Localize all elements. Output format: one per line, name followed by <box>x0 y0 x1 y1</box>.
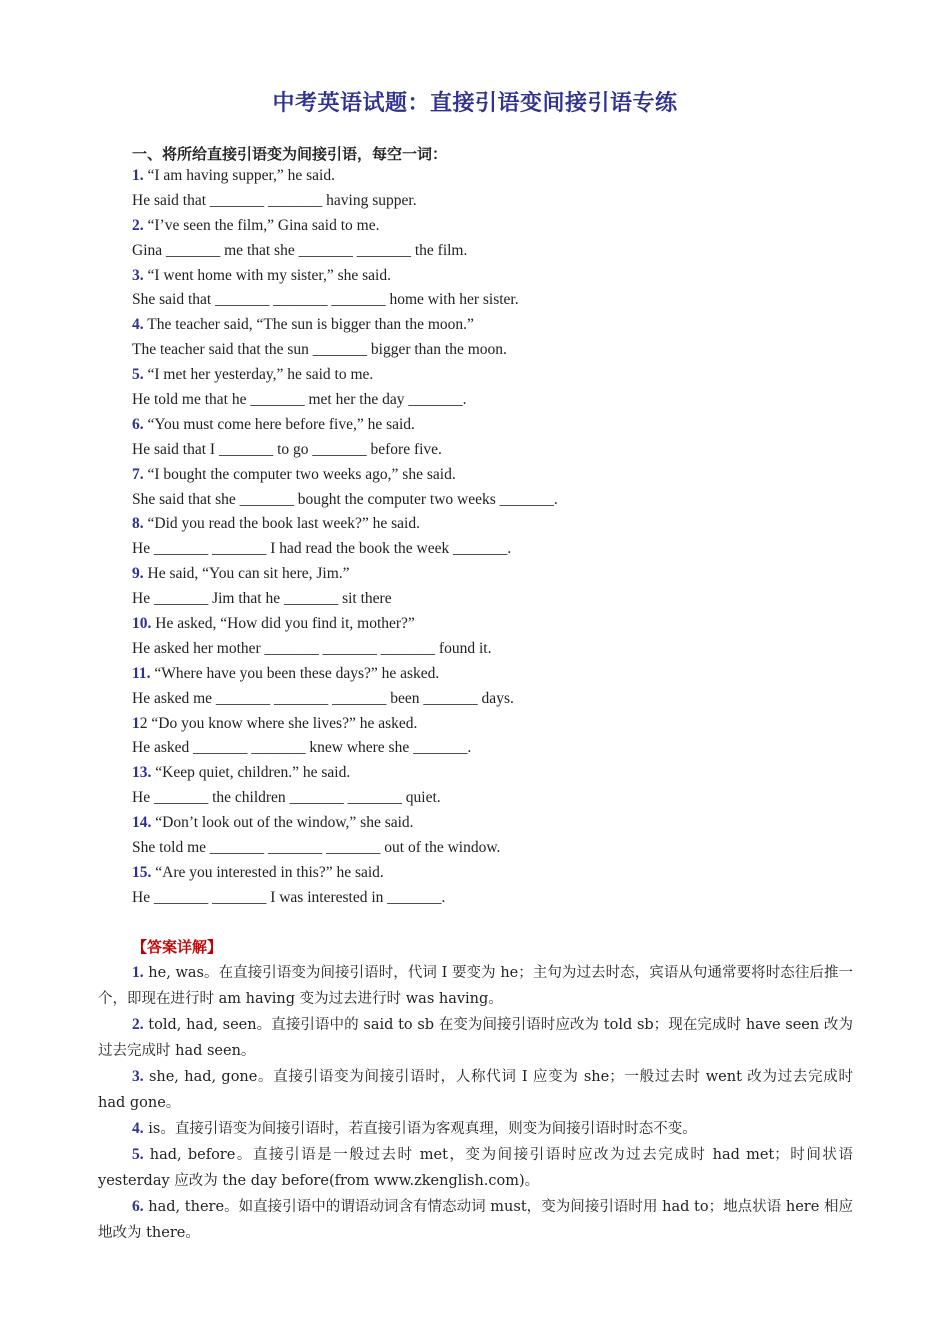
question-number: 8. <box>132 515 144 533</box>
question-text: “I am having supper,” he said. <box>143 167 335 184</box>
question-prompt <box>132 463 852 488</box>
question-prompt <box>132 512 852 537</box>
question-list <box>132 164 852 911</box>
answer-text: had, before。直接引语是一般过去时 met，变为间接引语时应改为过去完成时 had met；时间状语 yesterday 应改为 the day before(from www.zkenglish.com)。 <box>98 1147 853 1189</box>
question-fill-in: He _______ the children _______ _______ quiet. <box>132 789 441 807</box>
question-text: He said, “You can sit here, Jim.” <box>143 565 350 583</box>
answer-number: 2. <box>132 1016 144 1033</box>
question-text: “I met her yesterday,” he said to me. <box>143 366 374 384</box>
answer-item <box>98 1012 853 1064</box>
question-number: 11. <box>132 664 151 682</box>
answer-item <box>98 1064 853 1116</box>
question-fill-in: Gina _______ me that she _______ _______ the film. <box>132 241 468 259</box>
question-text: 2 “Do you know where she lives?” he asked. <box>139 714 418 732</box>
question-number: 10. <box>132 615 152 633</box>
question-fill-in: The teacher said that the sun _______ bigger than the moon. <box>132 341 507 359</box>
question-fill-in: He said that I _______ to go _______ before five. <box>132 440 442 458</box>
answer-text: told, had, seen。直接引语中的 said to sb 在变为间接引语时应改为 told sb；现在完成时 have seen 改为过去完成时 had seen。 <box>98 1017 853 1059</box>
question-prompt <box>132 264 852 289</box>
question-text: “I went home with my sister,” she said. <box>143 266 391 284</box>
question-number: 6. <box>132 415 144 433</box>
question-text: “Are you interested in this?” he said. <box>151 863 384 881</box>
question-text: “You must come here before five,” he said. <box>143 415 415 433</box>
question-number: 1. <box>132 167 144 184</box>
question-prompt <box>132 214 852 239</box>
answer-list <box>98 960 853 1246</box>
question-fill-in: He _______ _______ I had read the book the week _______. <box>132 540 512 558</box>
question-prompt <box>132 811 852 836</box>
question-number: 3. <box>132 266 144 284</box>
question-prompt <box>132 164 852 189</box>
answer-number: 1. <box>132 964 144 981</box>
question-fill-in: She told me _______ _______ _______ out of the window. <box>132 839 501 857</box>
question-text: He asked, “How did you find it, mother?” <box>151 615 415 633</box>
question-fill-in: He asked her mother _______ _______ _______ found it. <box>132 639 492 657</box>
question-fill-in: He said that _______ _______ having supper. <box>132 191 417 209</box>
answer-number: 6. <box>132 1198 144 1215</box>
question-prompt <box>132 562 852 587</box>
question-number: 4. <box>132 316 144 334</box>
answer-item <box>98 1194 853 1246</box>
question-text: “Where have you been these days?” he asked. <box>150 664 440 682</box>
question-fill-in: He _______ _______ I was interested in _______. <box>132 888 446 906</box>
question-text: “I’ve seen the film,” Gina said to me. <box>143 216 380 234</box>
question-number: 14. <box>132 814 152 832</box>
question-number: 13. <box>132 764 152 782</box>
answer-item <box>98 960 853 1012</box>
answer-item <box>98 1116 853 1142</box>
question-fill-in: He asked _______ _______ knew where she _______. <box>132 739 472 757</box>
question-prompt <box>132 313 852 338</box>
question-fill-in: He told me that he _______ met her the day _______. <box>132 391 467 409</box>
question-text: “I bought the computer two weeks ago,” she said. <box>143 465 456 483</box>
question-prompt <box>132 761 852 786</box>
answer-number: 5. <box>132 1146 144 1163</box>
question-fill-in: She said that she _______ bought the computer two weeks _______. <box>132 490 558 508</box>
question-prompt <box>132 712 852 737</box>
answer-text: she, had, gone。直接引语变为间接引语时，人称代词 I 应变为 she；一般过去时 went 改为过去完成时 had gone。 <box>98 1069 853 1111</box>
question-text: The teacher said, “The sun is bigger than the moon.” <box>143 316 474 334</box>
question-number: 5. <box>132 366 144 384</box>
answer-text: is。直接引语变为间接引语时，若直接引语为客观真理，则变为间接引语时时态不变。 <box>143 1121 697 1137</box>
answers-heading: 【答案详解】 <box>132 938 223 956</box>
question-number: 15. <box>132 863 152 881</box>
question-text: “Keep quiet, children.” he said. <box>151 764 351 782</box>
section-heading: 一、将所给直接引语变为间接引语，每空一词： <box>132 145 448 163</box>
answer-text: had, there。如直接引语中的谓语动词含有情态动词 must，变为间接引语时用 had to；地点状语 here 相应地改为 there。 <box>98 1199 853 1241</box>
question-number: 2. <box>132 216 144 234</box>
answer-number: 3. <box>132 1068 144 1085</box>
question-number: 1 <box>132 714 140 732</box>
question-prompt <box>132 363 852 388</box>
answer-number: 4. <box>132 1120 144 1137</box>
question-text: “Don’t look out of the window,” she said. <box>151 814 414 832</box>
question-fill-in: He asked me _______ _______ _______ been _______ days. <box>132 689 514 707</box>
question-text: “Did you read the book last week?” he said. <box>143 515 420 533</box>
page-title: 中考英语试题：直接引语变间接引语专练 <box>272 91 678 116</box>
question-fill-in: She said that _______ _______ _______ home with her sister. <box>132 291 519 309</box>
question-prompt <box>132 612 852 637</box>
question-prompt <box>132 861 852 886</box>
question-prompt <box>132 413 852 438</box>
question-prompt <box>132 662 852 687</box>
answer-item <box>98 1142 853 1194</box>
question-number: 7. <box>132 465 144 483</box>
answer-text: he, was。在直接引语变为间接引语时，代词 I 要变为 he；主句为过去时态，宾语从句通常要将时态往后推一个，即现在进行时 am having 变为过去进行时 was having。 <box>98 965 853 1007</box>
question-number: 9. <box>132 565 144 583</box>
question-fill-in: He _______ Jim that he _______ sit there <box>132 590 392 608</box>
